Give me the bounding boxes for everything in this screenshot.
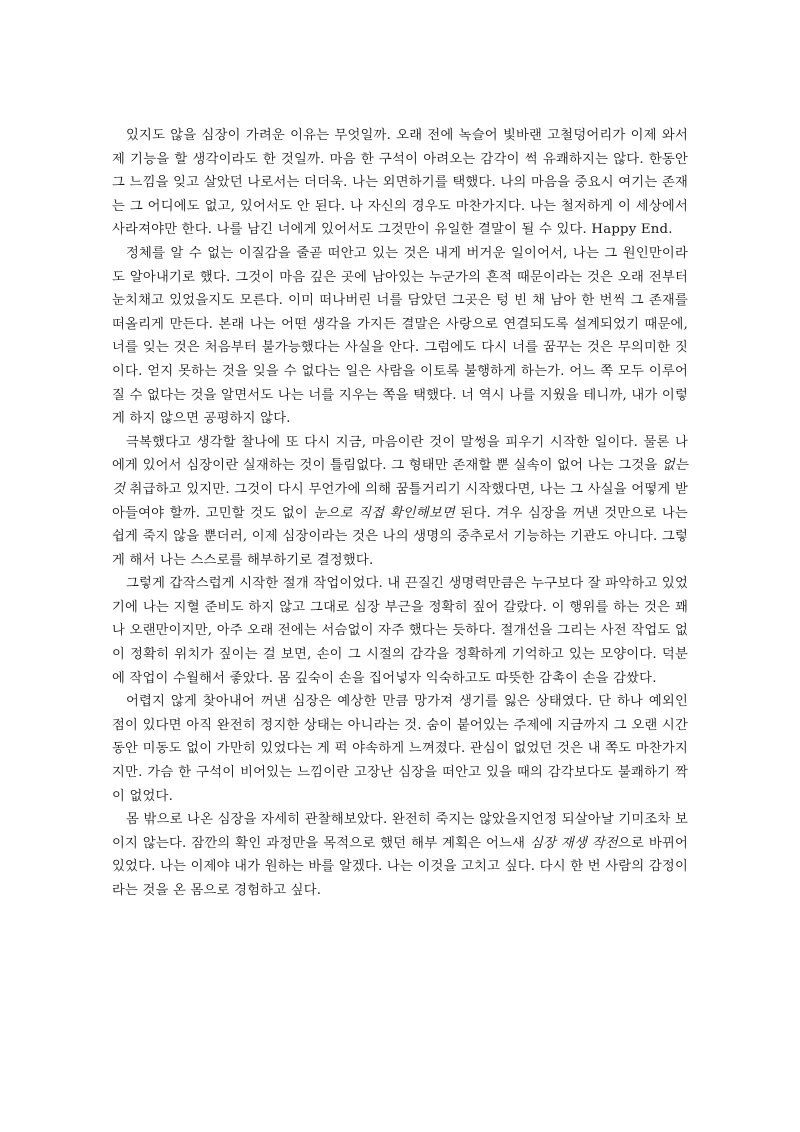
emphasized-phrase: 눈으로 직접 확인해보면 (313, 505, 455, 521)
body-text (112, 124, 688, 903)
paragraph-text: 극복했다고 생각할 찰나에 또 다시 지금, 마음이란 것이 말썽을 피우기 시작한 일이다. 물론 나에게 있어서 심장이란 실재하는 것이 틀림없다. 그 형태만 존재할 뿐 실속이 없어 나는 그것을 (112, 434, 688, 474)
emphasized-phrase: 심장 재생 작전 (530, 835, 618, 851)
paragraph-text: 그렇게 갑작스럽게 시작한 절개 작업이었다. 내 끈질긴 생명력만큼은 누구보다 잘 파악하고 있었기에 나는 지혈 준비도 하지 않고 그대로 심장 부근을 정확히 짚어 갈랐다. 이 행위를 하는 것은 꽤나 오랜만이지만, 아주 오래 전에는 서슴없이 자주 했다는 듯하다. 절개선을 그리는 사전 작업도 없이 정확히 위치가 짚이는 걸 보면, 손이 그 시절의 감각을 정확하게 기억하고 있는 모양이다. 덕분에 작업이 수월해서 좋았다. 몸 깊숙이 손을 집어넣자 익숙하고도 따뜻한 감촉이 손을 감쌌다. (112, 576, 688, 686)
paragraph-text: 몸 밖으로 나온 심장을 자세히 관찰해보았다. 완전히 죽지는 않았을지언정 되살아날 기미조차 보이지 않는다. 잠깐의 확인 과정만을 목적으로 했던 해부 계획은 어느새 (112, 812, 688, 851)
paragraph-4 (112, 572, 688, 690)
paragraph-text: 된다. 겨우 심장을 꺼낸 것만으로 나는 쉽게 죽지 않을 뿐더러, 이제 심장이라는 것은 나의 생명의 중추로서 기능하는 기관도 아니다. 그렇게 해서 나는 스스로를 해부하기로 결정했다. (112, 505, 688, 568)
paragraph-5 (112, 690, 688, 808)
emphasized-phrase: 없는 것 (112, 458, 688, 497)
paragraph-6 (112, 808, 688, 902)
paragraph-text: 취급하고 있지만. 그것이 다시 무언가에 의해 꿈틀거리기 시작했다면, 나는 그 사실을 어떻게 받아들여야 할까. 고민할 것도 없이 (112, 481, 688, 521)
paragraph-text: 으로 바뀌어 있었다. 나는 이제야 내가 원하는 바를 알겠다. 나는 이것을 고치고 싶다. 다시 한 번 사람의 감정이라는 것을 온 몸으로 경험하고 싶다. (112, 835, 688, 898)
paragraph-text: 정체를 알 수 없는 이질감을 줄곧 떠안고 있는 것은 내게 버거운 일이어서, 나는 그 원인만이라도 알아내기로 했다. 그것이 마음 깊은 곳에 남아있는 누군가의 흔적 때문이라는 것은 오래 전부터 눈치채고 있었을지도 모른다. 이미 떠나버린 너를 담았던 그곳은 텅 빈 채 남아 한 번씩 그 존재를 떠올리게 만든다. 본래 나는 어떤 생각을 가지든 결말은 사랑으로 연결되도록 설계되었기 때문에, 너를 잊는 것은 처음부터 불가능했다는 사실을 안다. 그럼에도 다시 너를 꿈꾸는 것은 무의미한 짓이다. 얻지 못하는 것을 잊을 수 없다는 일은 사람을 이토록 불행하게 하는가. 어느 쪽 모두 이루어질 수 없다는 것을 알면서도 나는 너를 지우는 쪽을 택했다. 너 역시 나를 지웠을 테니까, 내가 이렇게 하지 않으면 공평하지 않다. (112, 245, 688, 427)
paragraph-1 (112, 124, 688, 242)
paragraph-text: 어렵지 않게 찾아내어 꺼낸 심장은 예상한 만큼 망가져 생기를 잃은 상태였다. 단 하나 예외인 점이 있다면 아직 완전히 정지한 상태는 아니라는 것. 숨이 붙어있는 주제에 지금까지 그 오랜 시간동안 미동도 없이 가만히 있었다는 게 퍽 야속하게 느껴졌다. 관심이 없었던 것은 내 쪽도 마찬가지지만. 가슴 한 구석이 비어있는 느낌이란 고장난 심장을 떠안고 있을 때의 감각보다도 불쾌하기 짝이 없었다. (112, 694, 688, 804)
paragraph-text: 있지도 않을 심장이 가려운 이유는 무엇일까. 오래 전에 녹슬어 빛바랜 고철덩어리가 이제 와서 제 기능을 할 생각이라도 한 것일까. 마음 한 구석이 아려오는 감각이 썩 유쾌하지는 않다. 한동안 그 느낌을 잊고 살았던 나로서는 더더욱. 나는 외면하기를 택했다. 나의 마음을 중요시 여기는 존재는 그 어디에도 없고, 있어서도 안 된다. 나 자신의 경우도 마찬가지다. 나는 철저하게 이 세상에서 사라져야만 한다. 나를 남긴 너에게 있어서도 그것만이 유일한 결말이 될 수 있다. Happy End. (112, 128, 688, 238)
paragraph-3 (112, 431, 688, 573)
paragraph-2 (112, 242, 688, 431)
